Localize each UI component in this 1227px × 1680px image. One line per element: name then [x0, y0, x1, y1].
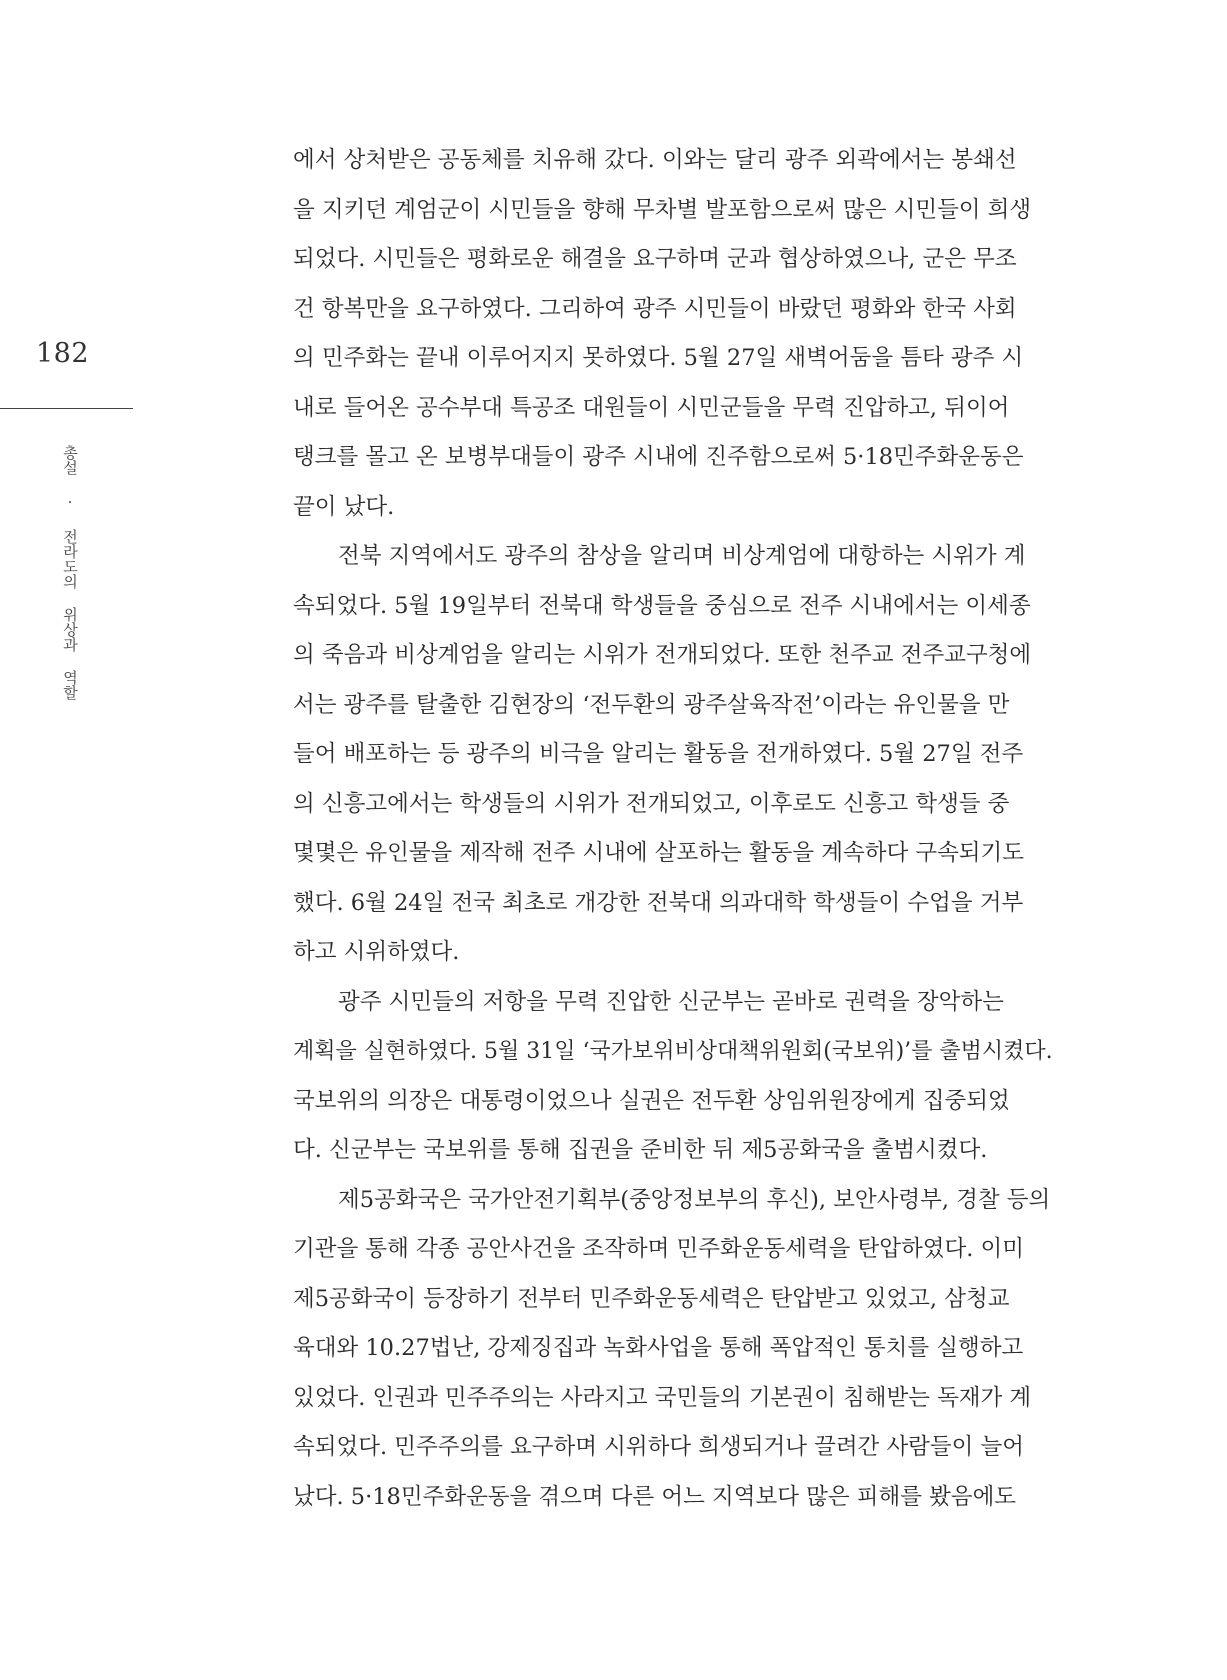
body-text	[293, 136, 1053, 1522]
text-line: 속되었다. 5월 19일부터 전북대 학생들을 중심으로 전주 시내에서는 이세종	[293, 592, 1031, 619]
margin-divider	[0, 408, 133, 409]
text-line: 기관을 통해 각종 공안사건을 조작하며 민주화운동세력을 탄압하였다. 이미	[293, 1236, 1025, 1262]
text-line: 을 지키던 계엄군이 시민들을 향해 무차별 발포함으로써 많은 시민들이 희생	[293, 196, 1032, 223]
paragraph-1	[293, 136, 1053, 532]
text-line: 되었다. 시민들은 평화로운 해결을 요구하며 군과 협상하였으나, 군은 무조	[293, 246, 1017, 272]
text-line: 계획을 실현하였다. 5월 31일 ‘국가보위비상대책위원회(국보위)’를 출범시켰다.	[293, 1039, 1053, 1064]
text-line: 육대와 10.27법난, 강제징집과 녹화사업을 통해 폭압적인 통치를 실행하고	[293, 1335, 1024, 1361]
text-line: 몇몇은 유인물을 제작해 전주 시내에 살포하는 활동을 계속하다 구속되기도	[293, 840, 1025, 866]
text-line: 서는 광주를 탈출한 김현장의 ‘전두환의 광주살육작전’이라는 유인물을 만	[293, 691, 1010, 718]
text-line: 의 죽음과 비상계엄을 알리는 시위가 전개되었다. 또한 천주교 전주교구청에	[293, 642, 1032, 668]
text-line: 의 민주화는 끝내 이루어지지 못하였다. 5월 27일 새벽어둠을 틈타 광주 시	[293, 345, 1024, 371]
paragraph-4	[293, 1176, 1053, 1523]
text-line: 국보위의 의장은 대통령이었으나 실권은 전두환 상임위원장에게 집중되었	[293, 1087, 1010, 1114]
page-number: 182	[36, 338, 90, 369]
paragraph-2	[293, 532, 1053, 978]
text-line: 들어 배포하는 등 광주의 비극을 알리는 활동을 전개하였다. 5월 27일 전주	[293, 741, 1024, 767]
text-line: 제5공화국은 국가안전기획부(중앙정보부의 후신), 보안사령부, 경찰 등의	[338, 1186, 1051, 1213]
text-line: 했다. 6월 24일 전국 최초로 개강한 전북대 의과대학 학생들이 수업을 거부	[293, 889, 1024, 916]
text-line: 탱크를 몰고 온 보병부대들이 광주 시내에 진주함으로써 5·18민주화운동은	[293, 444, 1024, 470]
text-line: 속되었다. 민주주의를 요구하며 시위하다 희생되거나 끌려간 사람들이 늘어	[293, 1434, 1025, 1460]
text-line: 제5공화국이 등장하기 전부터 민주화운동세력은 탄압받고 있었고, 삼청교	[293, 1285, 1010, 1312]
text-line: 광주 시민들의 저항을 무력 진압한 신군부는 곧바로 권력을 장악하는	[338, 988, 1004, 1015]
text-line: 끝이 났다.	[293, 493, 395, 520]
text-line: 다. 신군부는 국보위를 통해 집권을 준비한 뒤 제5공화국을 출범시켰다.	[293, 1137, 988, 1163]
text-line: 전북 지역에서도 광주의 참상을 알리며 비상계엄에 대항하는 시위가 계	[338, 543, 1026, 569]
text-line: 의 신흥고에서는 학생들의 시위가 전개되었고, 이후로도 신흥고 학생들 중	[293, 790, 1010, 817]
text-line: 에서 상처받은 공동체를 치유해 갔다. 이와는 달리 광주 외곽에서는 봉쇄선	[293, 147, 1017, 173]
text-line: 내로 들어온 공수부대 특공조 대원들이 시민군들을 무력 진압하고, 뒤이어	[293, 394, 1010, 421]
text-line: 있었다. 인권과 민주주의는 사라지고 국민들의 기본권이 침해받는 독재가 계	[293, 1384, 1032, 1411]
text-line: 건 항복만을 요구하였다. 그리하여 광주 시민들이 바랐던 평화와 한국 사회	[293, 295, 1017, 322]
text-line: 났다. 5·18민주화운동을 겪으며 다른 어느 지역보다 많은 피해를 봤음에도	[293, 1483, 1017, 1510]
running-section-title: 총설 · 전라도의 위상과 역할	[61, 445, 79, 700]
text-line: 하고 시위하였다.	[293, 939, 460, 965]
paragraph-3	[293, 978, 1053, 1176]
